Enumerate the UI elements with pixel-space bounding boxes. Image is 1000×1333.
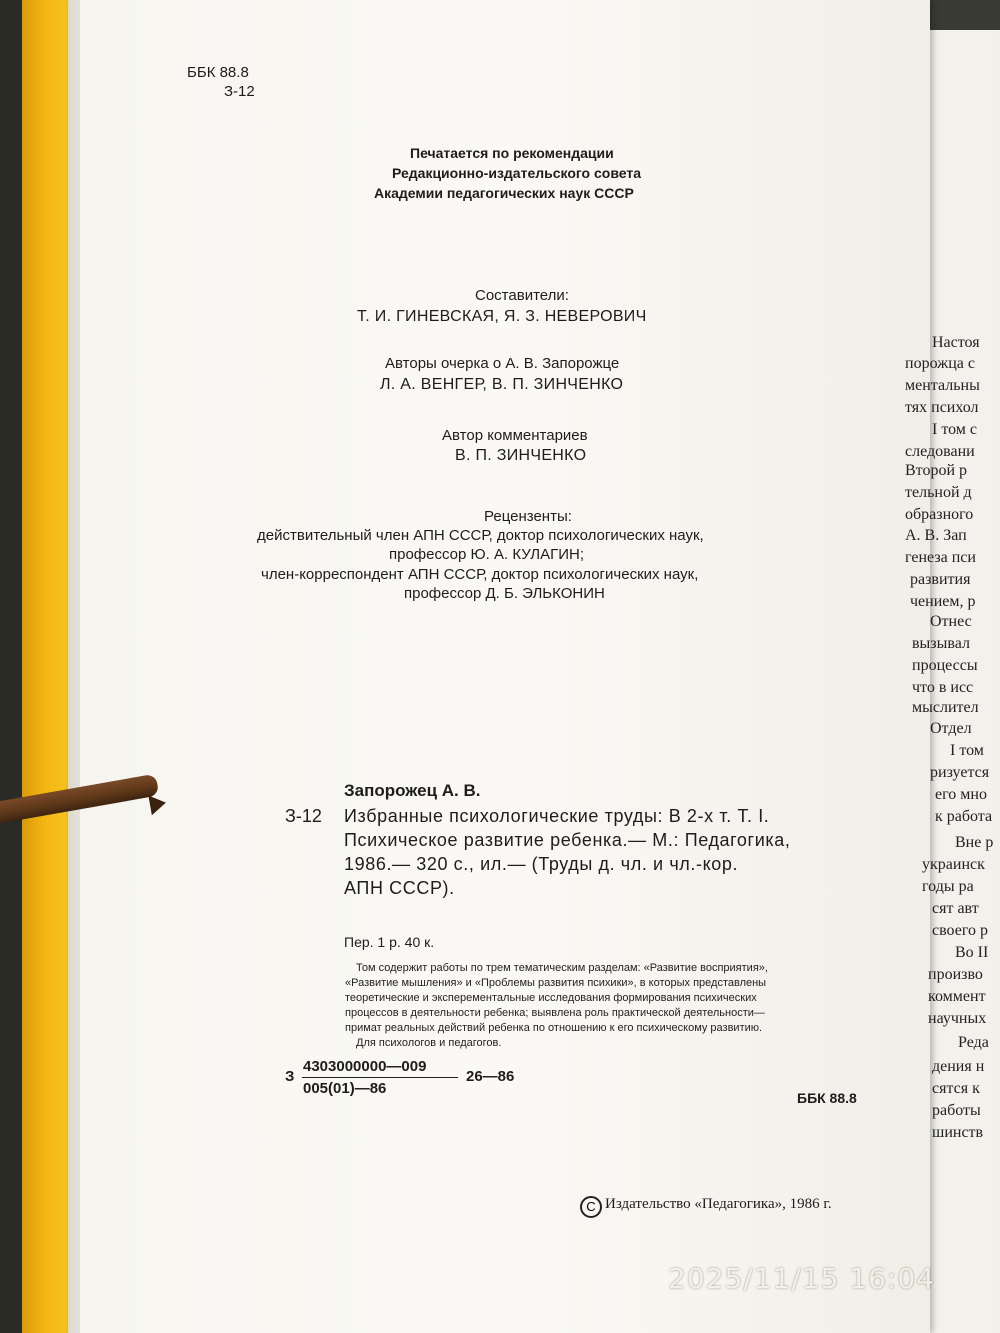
right-page-line: сятся к — [932, 1080, 980, 1097]
right-page-line: годы ра — [922, 878, 974, 895]
right-page-line: образного — [905, 506, 974, 523]
compilers-label: Составители: — [475, 287, 569, 304]
reviewer-line-2: профессор Ю. А. КУЛАГИН; — [389, 546, 585, 563]
right-page-line: его мно — [935, 786, 987, 803]
reviewer-line-3: член-корреспондент АПН СССР, доктор психологических наук, — [261, 566, 699, 583]
right-page-line: генеза пси — [905, 549, 976, 566]
right-page-line: развития — [910, 571, 971, 588]
reviewer-line-4: профессор Д. Б. ЭЛЬКОНИН — [404, 585, 605, 602]
annotation-line-1: Том содержит работы по трем тематическим разделам: «Развитие восприятия», — [356, 962, 768, 974]
right-page-line: ментальны — [905, 377, 980, 394]
right-page-line: украинск — [922, 856, 985, 873]
annotation-line-3: теоретические и эксперементальные исследования формирования психических — [345, 992, 757, 1004]
recommendation-line-3: Академии педагогических наук СССР — [374, 185, 634, 201]
index-denominator: 005(01)—86 — [303, 1080, 387, 1097]
bbk-code-top: ББК 88.8 — [187, 64, 249, 81]
index-letter: З — [285, 1068, 295, 1085]
right-page-line: что в исс — [912, 679, 974, 696]
right-page-line: произво — [928, 966, 983, 983]
right-page-line: ризуется — [930, 764, 990, 781]
right-page-line: процессы — [912, 657, 978, 674]
right-page-line: своего р — [932, 922, 989, 939]
essay-authors-label: Авторы очерка о А. В. Запорожце — [385, 355, 620, 372]
right-page-line: мыслител — [912, 699, 979, 716]
right-page-line: вызывал — [912, 635, 970, 652]
copyright-icon: C — [580, 1196, 602, 1218]
reviewers-label: Рецензенты: — [484, 508, 572, 525]
commentary-author-names: В. П. ЗИНЧЕНКО — [455, 447, 587, 464]
right-page-line: тях психол — [905, 399, 979, 416]
right-page-line: дения н — [932, 1058, 985, 1075]
index-bbk: ББК 88.8 — [797, 1090, 857, 1106]
catalog-code: З-12 — [285, 806, 322, 826]
right-page-line: А. В. Зап — [905, 527, 967, 544]
annotation-line-4: процессов в деятельности ребенка; выявлена роль практической деятельности— — [345, 1007, 765, 1019]
annotation-line-6: Для психологов и педагогов. — [356, 1037, 502, 1049]
right-page-line: Отнес — [930, 613, 972, 630]
right-page-line: Настоя — [932, 334, 980, 351]
reviewer-line-1: действительный член АПН СССР, доктор психологических наук, — [257, 527, 704, 544]
right-page-line: чением, р — [910, 593, 976, 610]
photo-timestamp: 2025/11/15 16:04 — [668, 1262, 935, 1295]
catalog-line-3: 1986.— 320 с., ил.— (Труды д. чл. и чл.-кор. — [344, 854, 739, 874]
essay-authors-names: Л. А. ВЕНГЕР, В. П. ЗИНЧЕНКО — [380, 376, 624, 393]
right-page-line: научных — [928, 1010, 987, 1027]
catalog-author: Запорожец А. В. — [344, 781, 481, 800]
annotation-line-2: «Развитие мышления» и «Проблемы развития психики», в которых представлены — [345, 977, 767, 989]
right-page-line: порожца с — [905, 355, 975, 372]
catalog-line-4: АПН СССР). — [344, 878, 455, 898]
catalog-line-2: Психическое развитие ребенка.— М.: Педагогика, — [344, 830, 791, 850]
index-numerator: 4303000000—009 — [303, 1058, 427, 1075]
right-page-line: Реда — [958, 1034, 989, 1051]
right-page-line: следовани — [905, 443, 975, 460]
pencil-tip — [148, 793, 167, 815]
right-page-line: I том — [950, 742, 984, 759]
right-page-line: Вне р — [955, 834, 994, 851]
catalog-code-top: З-12 — [224, 83, 255, 100]
right-page-line: шинств — [932, 1124, 984, 1141]
right-page-line: работы — [932, 1102, 981, 1119]
recommendation-line-1: Печатается по рекомендации — [410, 145, 614, 161]
right-page-line: к работа — [935, 808, 993, 825]
index-fraction-line — [302, 1077, 458, 1078]
right-page-line: I том с — [932, 421, 978, 438]
recommendation-line-2: Редакционно-издательского совета — [392, 165, 641, 181]
catalog-line-1: Избранные психологические труды: В 2-х т. Т. I. — [344, 806, 770, 826]
right-page-line: Отдел — [930, 720, 972, 737]
index-number: 26—86 — [466, 1068, 515, 1085]
right-page-line: Во II — [955, 944, 989, 961]
right-page-line: коммент — [928, 988, 986, 1005]
annotation-line-5: примат реальных действий ребенка по отношению к его психическому развитию. — [345, 1022, 763, 1034]
right-page-line: тельной д — [905, 484, 972, 501]
right-page-line: Второй р — [905, 462, 968, 479]
price: Пер. 1 р. 40 к. — [344, 934, 435, 950]
copyright-text: Издательство «Педагогика», 1986 г. — [605, 1196, 832, 1212]
compilers-names: Т. И. ГИНЕВСКАЯ, Я. З. НЕВЕРОВИЧ — [357, 308, 647, 325]
commentary-author-label: Автор комментариев — [442, 427, 588, 444]
right-page-line: сят авт — [932, 900, 979, 917]
